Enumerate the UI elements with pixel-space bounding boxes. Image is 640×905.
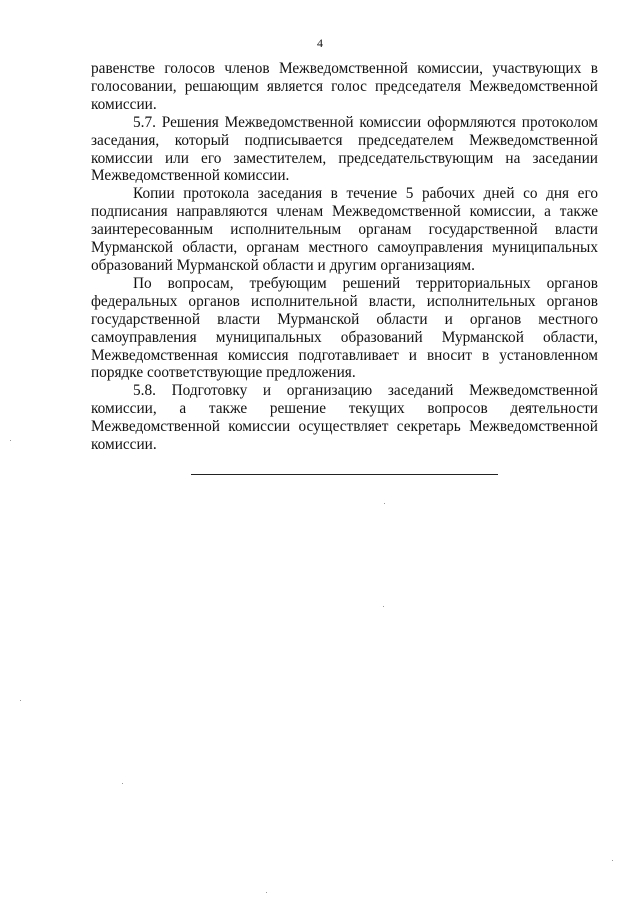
document-body [91, 60, 598, 454]
paragraph-protocol-copies: Копии протокола заседания в течение 5 рабочих дней со дня его подписания направляются членам Межведомственной комиссии, а также заинтересованным исполнительным органам государственной власти Мурманской области, органам местного самоуправления муниципальных образований Мурманской области и другим организациям. [91, 185, 598, 274]
scan-speck [384, 503, 385, 504]
page-number: 4 [317, 36, 323, 50]
scan-speck [10, 440, 11, 441]
scan-speck [612, 860, 613, 861]
scan-speck [266, 892, 267, 893]
scan-speck [383, 606, 384, 607]
paragraph-continuation: равенстве голосов членов Межведомственной комиссии, участвующих в голосовании, решающим является голос председателя Межведомственной комиссии. [91, 60, 598, 113]
scan-speck [122, 783, 123, 784]
scan-speck [20, 700, 21, 701]
paragraph-proposals: По вопросам, требующим решений территориальных органов федеральных органов исполнительной власти, исполнительных органов государственной власти Мурманской области и органов местного самоуправления муниципальных образований Мурманской области, Межведомственная комиссия подготавливает и вносит в установленном порядке соответствующие предложения. [91, 274, 598, 382]
end-separator-line [191, 474, 498, 475]
paragraph-5-7: 5.7. Решения Межведомственной комиссии оформляются протоколом заседания, который подписывается председателем Межведомственной комиссии или его заместителем, председательствующим на заседании Межведомственной комиссии. [91, 113, 598, 185]
paragraph-5-8: 5.8. Подготовку и организацию заседаний Межведомственной комиссии, а также решение текущих вопросов деятельности Межведомственной комиссии осуществляет секретарь Межведомственной комиссии. [91, 382, 598, 454]
